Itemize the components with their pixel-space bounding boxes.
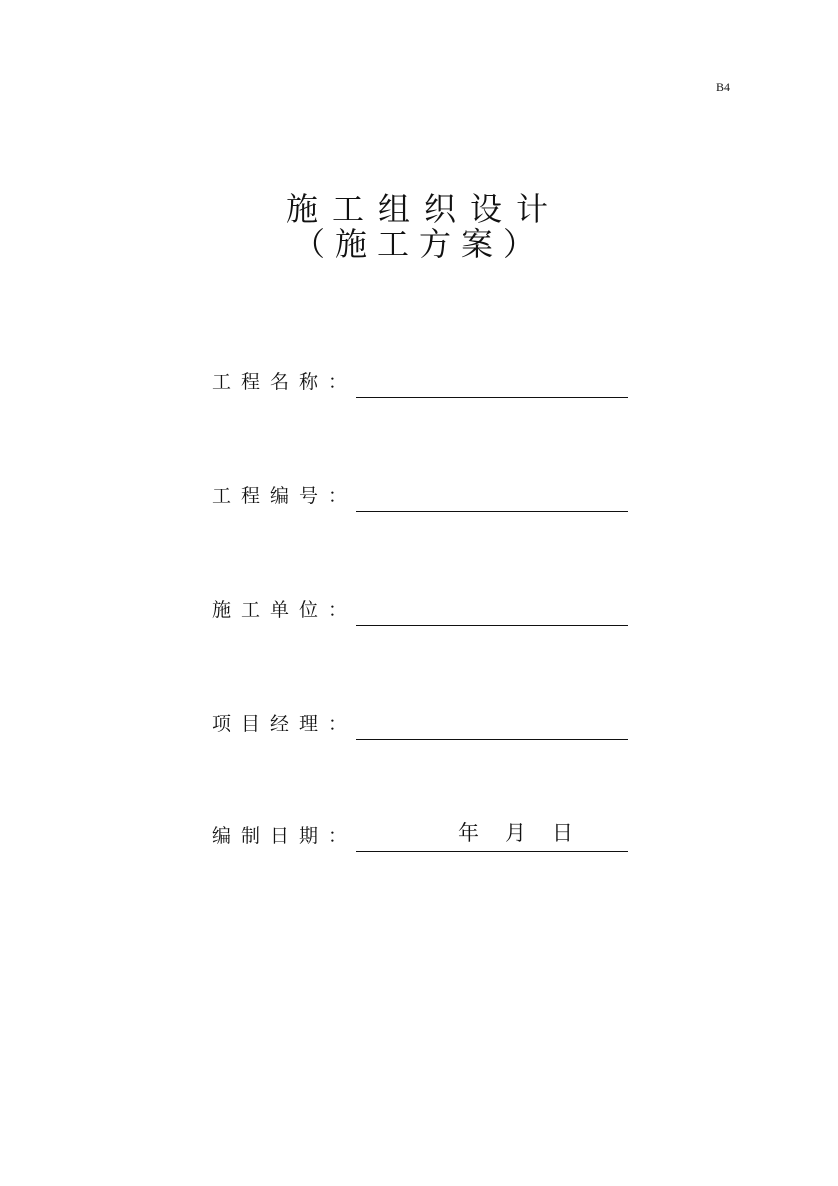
date-year: 年	[458, 821, 479, 845]
project-name-field	[212, 368, 628, 398]
project-name-blank-line	[356, 397, 628, 398]
project-name-label: 工程名称：	[212, 371, 358, 393]
document-subtitle: （施工方案）	[292, 225, 545, 263]
date-day: 日	[552, 821, 573, 845]
prepared-date-label: 编制日期：	[212, 825, 358, 847]
project-number-blank-line	[356, 511, 628, 512]
project-manager-blank-line	[356, 739, 628, 740]
project-number-label: 工程编号：	[212, 485, 358, 507]
date-parts	[458, 817, 573, 847]
date-month: 月	[505, 821, 526, 845]
prepared-date-blank-line	[356, 851, 628, 852]
page-code: B4	[716, 80, 731, 94]
prepared-date-field	[212, 822, 628, 852]
document-title: 施工组织设计	[285, 190, 562, 228]
contractor-label: 施工单位：	[212, 599, 358, 621]
contractor-field	[212, 596, 628, 626]
contractor-blank-line	[356, 625, 628, 626]
project-manager-field	[212, 710, 628, 740]
project-number-field	[212, 482, 628, 512]
project-manager-label: 项目经理：	[212, 713, 358, 735]
